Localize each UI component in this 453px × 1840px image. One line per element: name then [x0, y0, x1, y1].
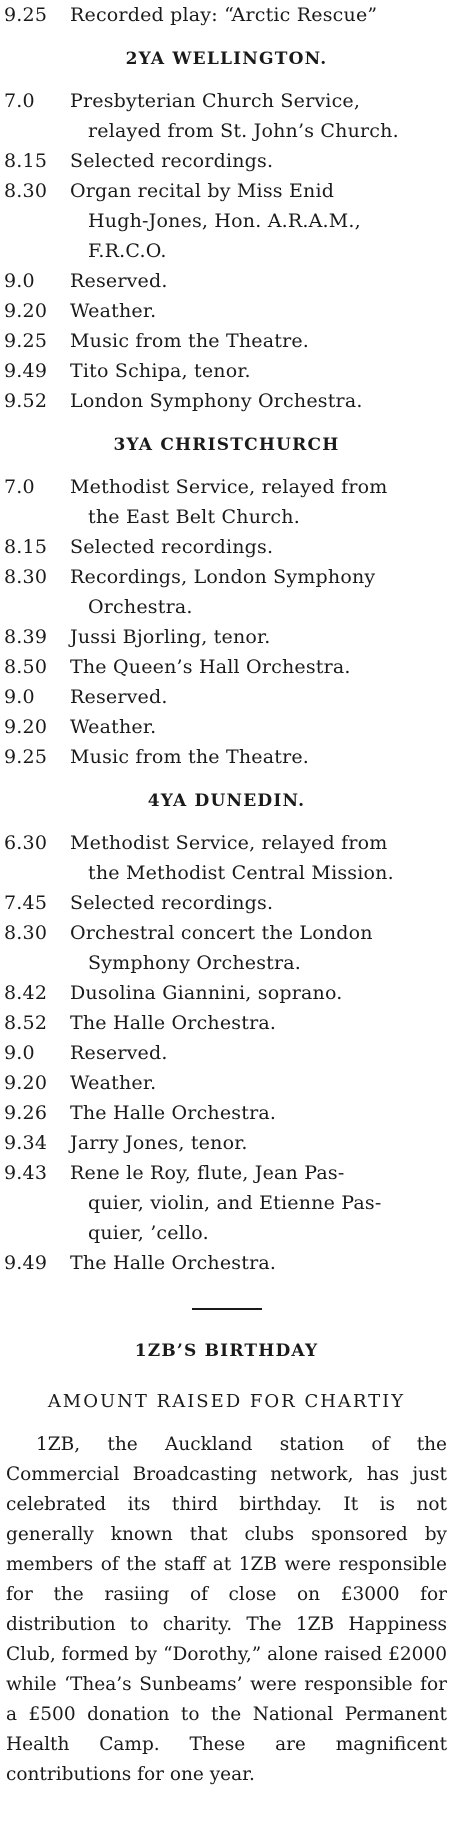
schedule-item	[4, 712, 449, 742]
schedule-time: 7.45	[4, 892, 48, 914]
schedule-program	[70, 562, 449, 622]
program-line: Music from the Theatre.	[70, 330, 310, 352]
schedule-program	[70, 326, 449, 356]
program-line: Methodist Service, relayed from	[70, 832, 388, 854]
schedule-program	[70, 86, 449, 146]
schedule-item	[4, 1158, 449, 1248]
program-line: The Queen’s Hall Orchestra.	[70, 656, 351, 678]
schedule-item	[4, 682, 449, 712]
schedule-item	[4, 742, 449, 772]
schedule-time: 8.30	[4, 922, 48, 944]
schedule-program	[70, 978, 449, 1008]
schedule-time: 9.25	[4, 746, 48, 768]
program-continuation-line: quier, violin, and Etienne Pas-	[88, 1192, 382, 1214]
program-line: Orchestral concert the London	[70, 922, 373, 944]
schedule-item	[4, 978, 449, 1008]
program-continuation-line: the Methodist Central Mission.	[88, 862, 394, 884]
schedule-time: 9.49	[4, 1252, 48, 1274]
program-line: Recordings, London Symphony	[70, 566, 376, 588]
schedule-item	[4, 296, 449, 326]
schedule-time: 9.25	[4, 330, 48, 352]
schedule-time: 6.30	[4, 832, 48, 854]
article-subtitle: AMOUNT RAISED FOR CHARTIY	[47, 1391, 406, 1412]
schedule-item	[4, 622, 449, 652]
schedule-item	[4, 652, 449, 682]
schedule-item	[4, 918, 449, 978]
schedule-program	[70, 682, 449, 712]
schedule-program	[70, 266, 449, 296]
schedule-time: 9.26	[4, 1102, 48, 1124]
schedule-item	[4, 86, 449, 146]
schedule-list	[4, 828, 449, 1278]
schedule-item	[4, 326, 449, 356]
schedule-time: 8.15	[4, 536, 48, 558]
schedule-program	[70, 356, 449, 386]
schedule-time: 9.20	[4, 1072, 48, 1094]
schedule-time: 9.20	[4, 716, 48, 738]
schedule-program	[70, 742, 449, 772]
schedule-time: 9.0	[4, 270, 35, 292]
schedule-program	[70, 712, 449, 742]
schedule-program	[70, 888, 449, 918]
program-line: Jarry Jones, tenor.	[70, 1132, 248, 1154]
schedule-time: 9.25	[4, 4, 48, 26]
program-continuation-line: quier, ’cello.	[88, 1222, 209, 1244]
schedule-time: 7.0	[4, 476, 35, 498]
schedule-item	[4, 1128, 449, 1158]
schedule-item	[4, 386, 449, 416]
program-continuation-line: Symphony Orchestra.	[88, 952, 302, 974]
schedule-program	[70, 1068, 449, 1098]
schedule-item	[4, 1008, 449, 1038]
program-line: Dusolina Giannini, soprano.	[70, 982, 343, 1004]
program-continuation-line: F.R.C.O.	[88, 240, 167, 262]
schedule-time: 8.39	[4, 626, 48, 648]
schedule-item	[4, 532, 449, 562]
schedule-program	[70, 146, 449, 176]
schedule-item	[4, 828, 449, 888]
schedule-program	[70, 1008, 449, 1038]
schedule-item	[4, 472, 449, 532]
schedule-program	[70, 386, 449, 416]
schedule-program	[70, 532, 449, 562]
schedule-program	[70, 1248, 449, 1278]
schedule-time: 9.43	[4, 1162, 48, 1184]
program-line: Weather.	[70, 716, 157, 738]
program-line: Reserved.	[70, 686, 168, 708]
schedule-program	[70, 1158, 449, 1248]
schedule-item	[4, 1248, 449, 1278]
program-line: Rene le Roy, flute, Jean Pas-	[70, 1162, 345, 1184]
schedule-item	[4, 888, 449, 918]
schedule-item	[4, 176, 449, 266]
article-body: 1ZB, the Auckland station of the Commercial Broadcasting network, has just celebrated its third birthday. It is not generally known that clubs sponsored by members of the staff at 1ZB were responsible for the rasiing of close on £3000 for distribution to charity. The 1ZB Happiness Club, formed by “Dorothy,” alone raised £2000 while ‘Thea’s Sunbeams’ were responsible for a £500 donation to the National Permanent Health Camp. These are magnificent contributions for one year.	[6, 1434, 447, 1785]
program-line: Presbyterian Church Service,	[70, 90, 361, 112]
program-line: Jussi Bjorling, tenor.	[70, 626, 271, 648]
station-heading: 4YA DUNEDIN.	[147, 791, 306, 811]
station-sections	[4, 44, 449, 1278]
program-line: Methodist Service, relayed from	[70, 476, 388, 498]
station-heading: 2YA WELLINGTON.	[125, 49, 328, 69]
schedule-time: 8.30	[4, 566, 48, 588]
schedule-list	[4, 86, 449, 416]
schedule-time: 9.0	[4, 1042, 35, 1064]
schedule-time: 8.50	[4, 656, 48, 678]
article-title: 1ZB’S BIRTHDAY	[134, 1341, 319, 1361]
program-line: The Halle Orchestra.	[70, 1102, 277, 1124]
schedule-item	[4, 1068, 449, 1098]
schedule-program	[70, 1128, 449, 1158]
schedule-program	[70, 1098, 449, 1128]
schedule-time: 9.49	[4, 360, 48, 382]
program-line: Organ recital by Miss Enid	[70, 180, 335, 202]
schedule-program	[70, 828, 449, 888]
schedule-time: 9.52	[4, 390, 48, 412]
schedule-time: 9.20	[4, 300, 48, 322]
schedule-program	[70, 296, 449, 326]
schedule-time: 8.30	[4, 180, 48, 202]
schedule-program	[70, 652, 449, 682]
schedule-item	[4, 1038, 449, 1068]
program-line: Selected recordings.	[70, 150, 274, 172]
schedule-item	[4, 146, 449, 176]
schedule-item	[4, 1098, 449, 1128]
program-line: London Symphony Orchestra.	[70, 390, 363, 412]
schedule-item	[4, 356, 449, 386]
schedule-program: Recorded play: “Arctic Rescue”	[70, 4, 378, 26]
schedule-program	[70, 918, 449, 978]
schedule-time: 8.52	[4, 1012, 48, 1034]
schedule-item	[4, 266, 449, 296]
program-continuation-line: Orchestra.	[88, 596, 193, 618]
program-continuation-line: relayed from St. John’s Church.	[88, 120, 399, 142]
station-heading: 3YA CHRISTCHURCH	[113, 435, 340, 455]
program-line: Music from the Theatre.	[70, 746, 310, 768]
schedule-list	[4, 472, 449, 772]
schedule-time: 8.15	[4, 150, 48, 172]
schedule-time: 8.42	[4, 982, 48, 1004]
program-line: The Halle Orchestra.	[70, 1252, 277, 1274]
schedule-time: 7.0	[4, 90, 35, 112]
program-line: Reserved.	[70, 1042, 168, 1064]
program-line: Selected recordings.	[70, 892, 274, 914]
schedule-time: 9.34	[4, 1132, 48, 1154]
program-line: Tito Schipa, tenor.	[70, 360, 251, 382]
schedule-program	[70, 176, 449, 266]
program-continuation-line: the East Belt Church.	[88, 506, 300, 528]
top-schedule-line	[4, 0, 449, 30]
separator-rule	[192, 1308, 262, 1310]
program-line: Selected recordings.	[70, 536, 274, 558]
program-line: Reserved.	[70, 270, 168, 292]
program-line: The Halle Orchestra.	[70, 1012, 277, 1034]
program-line: Weather.	[70, 300, 157, 322]
schedule-item	[4, 562, 449, 622]
schedule-program	[70, 622, 449, 652]
schedule-program	[70, 1038, 449, 1068]
schedule-program	[70, 472, 449, 532]
program-line: Weather.	[70, 1072, 157, 1094]
program-continuation-line: Hugh-Jones, Hon. A.R.A.M.,	[88, 210, 361, 232]
schedule-time: 9.0	[4, 686, 35, 708]
